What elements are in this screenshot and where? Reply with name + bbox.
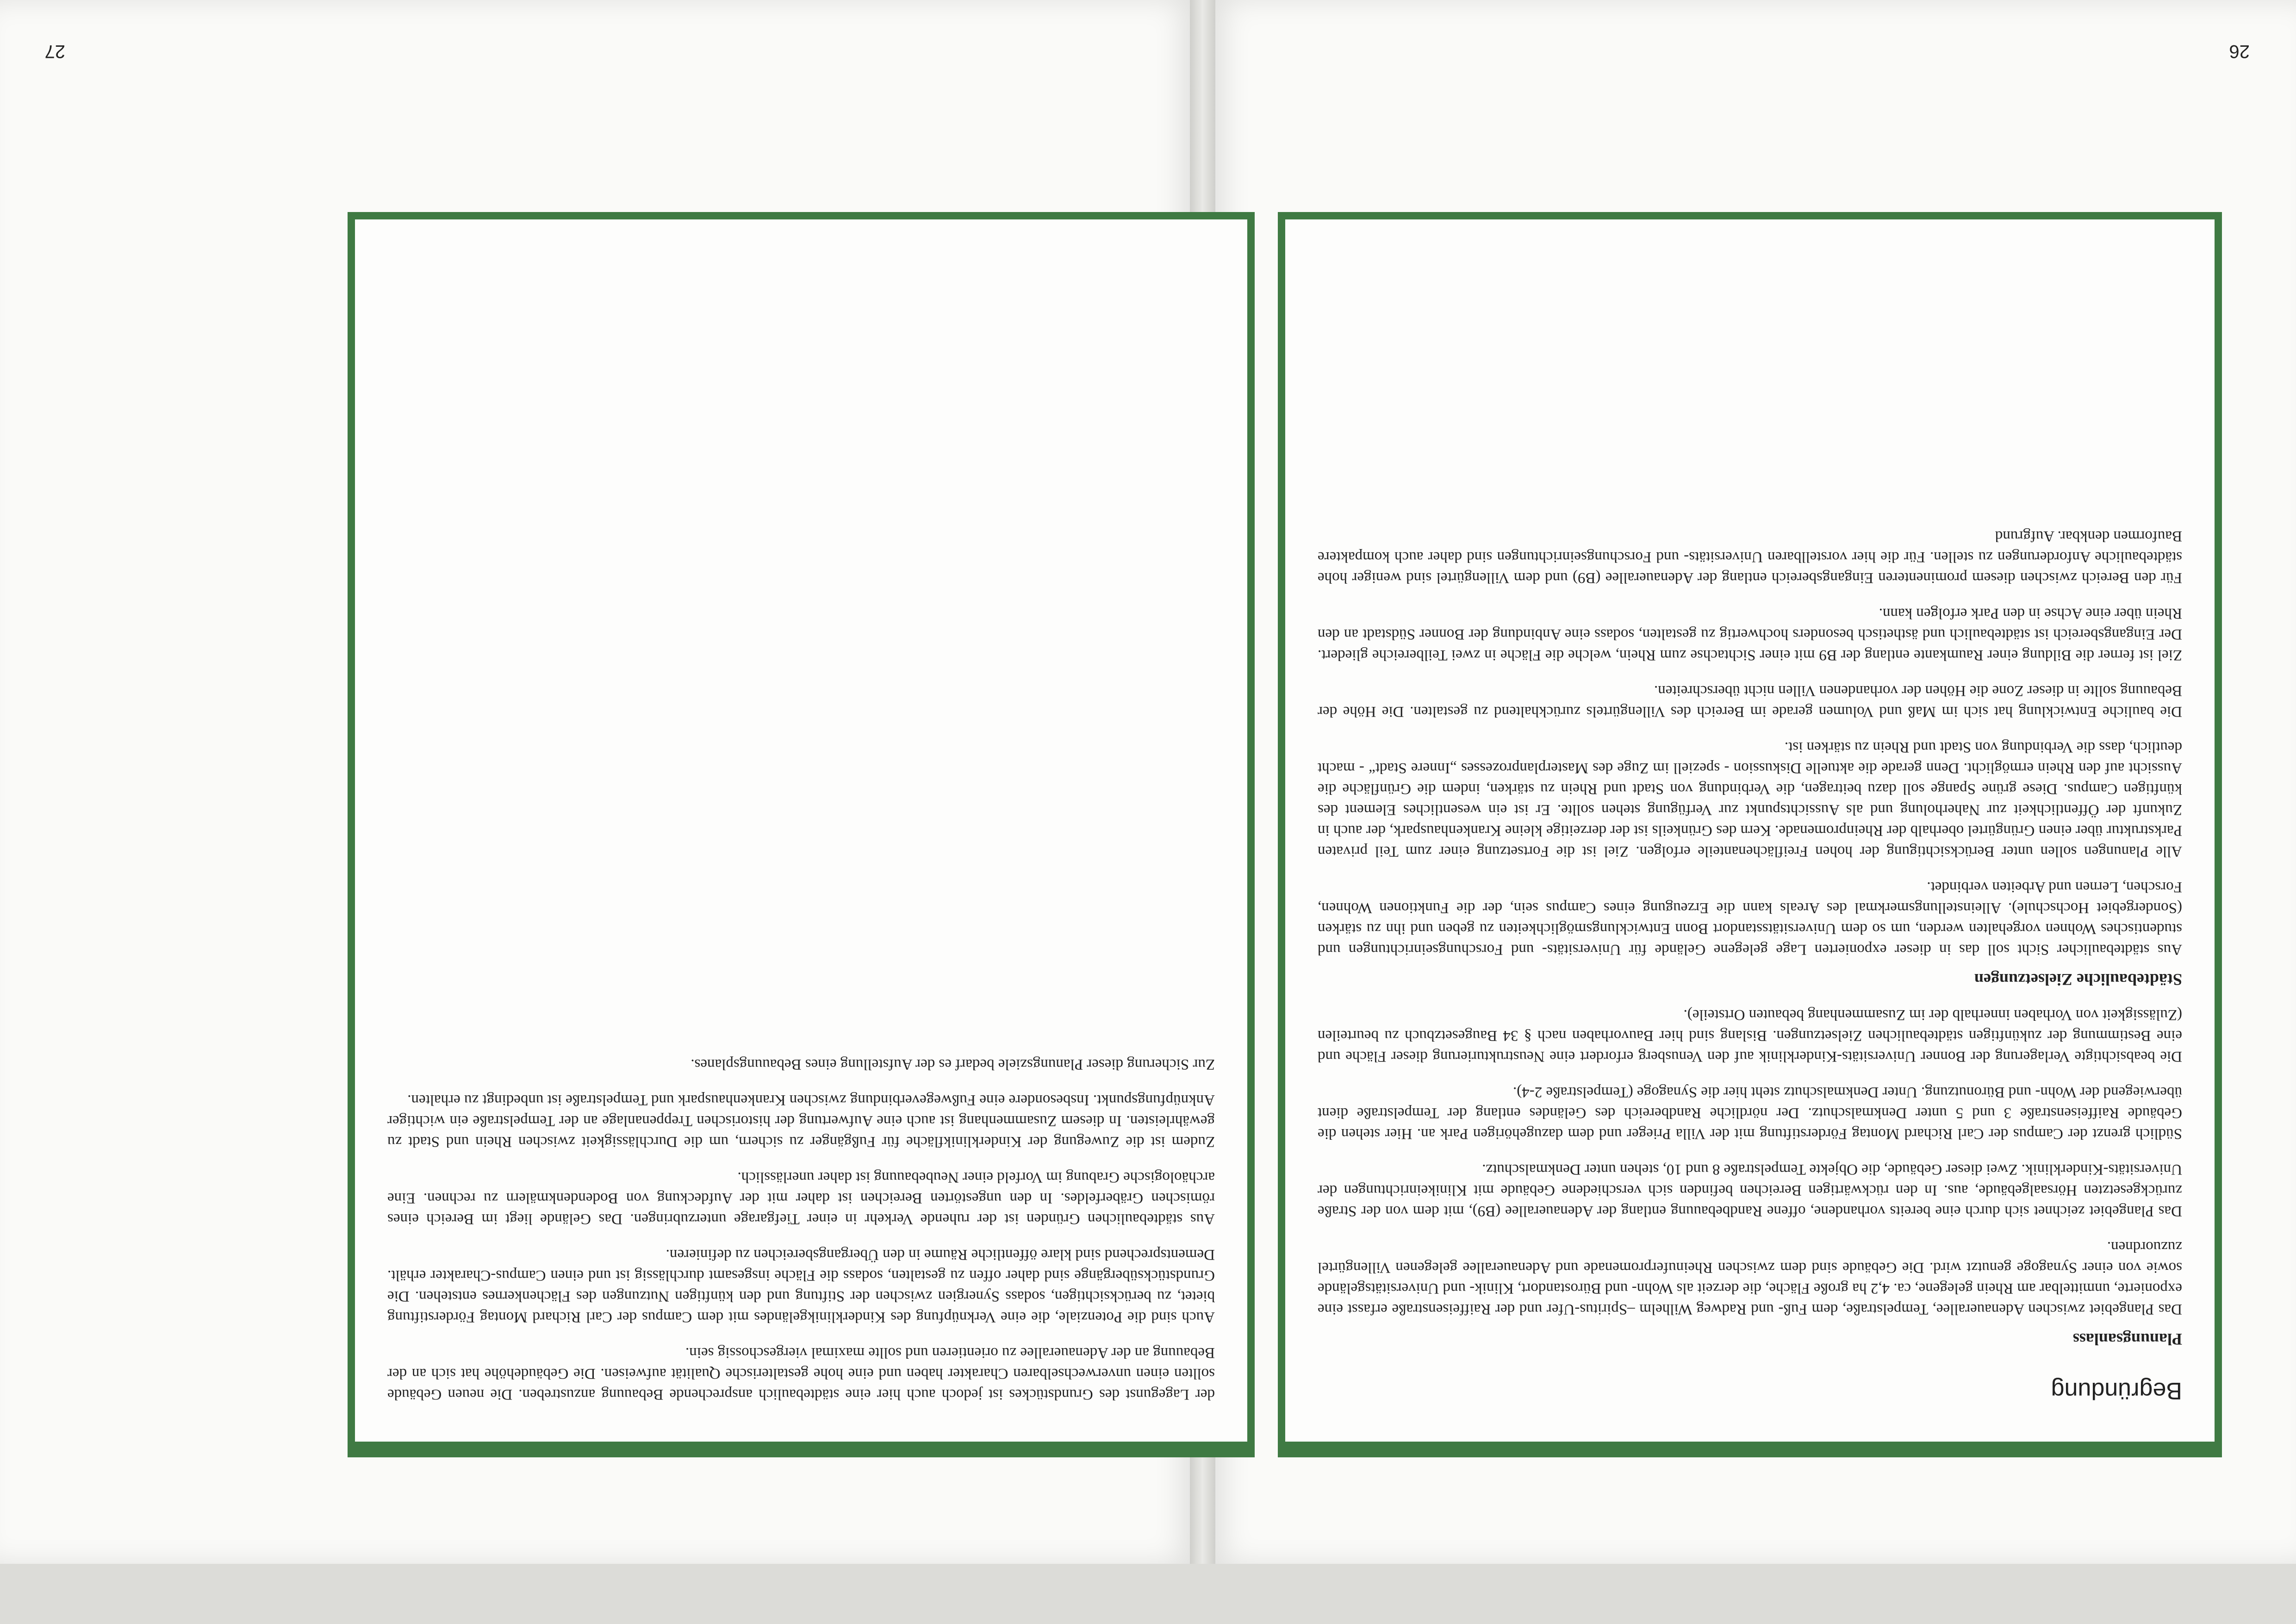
paragraph: Südlich grenzt der Campus der Carl Richard Montag Förderstiftung mit der Villa Prieger und dem dazugehörigen Park an. Hier stehen die Gebäude Raiffeisenstraße 3 und 5 unter Denkmalschutz. Der nördliche Randbereich des Geländes entlang der Tempelstraße dient überwiegend der Wohn- und Büronutzung. Unter Denkmalschutz steht hier die Synagoge (Tempelstraße 2-4). bbox=[1318, 1084, 2182, 1142]
paragraph: Zur Sicherung dieser Planungsziele bedarf es der Aufstellung eines Bebauungsplanes. bbox=[691, 1056, 1215, 1073]
page-26-content bbox=[1318, 511, 2182, 1414]
paragraph: Die bauliche Entwicklung hat sich im Maß und Volumen gerade im Bereich des Villengürtels zurückhaltend zu gestalten. Die Höhe der Bebauung sollte in dieser Zone die Höhen der vorhandenen Villen nicht überschreiten. bbox=[1318, 682, 2182, 720]
paragraph: Das Plangebiet zeichnet sich durch eine bereits vorhandene, offene Randbebauung entlang der Adenauerallee (B9), mit dem von der Straße zurückgesetzten Hörsaalgebäude, aus. In den rückwärtigen Bereichen befinden sich verschiedene Gebäude mit Klinikeinrichtungen der Universitäts-Kinderklinik. Zwei dieser Gebäude, die Objekte Tempelstraße 8 und 10, stehen unter Denkmalschutz. bbox=[1318, 1161, 2182, 1219]
subheading-zielsetzungen: Städtebauliche Zielsetzungen bbox=[1974, 970, 2182, 989]
subheading-planungsanlass: Planungsanlass bbox=[2072, 1330, 2182, 1349]
paragraph: der Lagegunst des Grundstückes ist jedoch auch hier eine städtebaulich ansprechende Bebauung anzustreben. Die neuen Gebäude sollten einen unverwechselbaren Charakter haben und eine hohe gestalterische Qualität aufweisen. Die Gebäudehöhe hat sich an der Bebauung an der Adenauerallee zu orientieren und sollte maximal viergeschossig sein. bbox=[387, 1344, 1215, 1403]
page-number-26: 26 bbox=[2229, 41, 2250, 62]
paragraph: Aus städtebaulichen Gründen ist der ruhende Verkehr in einer Tiefgarage unterzubringen. Das Gelände liegt im Bereich eines römischen Gräberfeldes. In den ungestörten Bereichen ist daher mit der Aufdeckung von Bodendenkmälern zu rechnen. Eine archäologische Grabung im Vorfeld einer Neubebauung ist daher unerlässlich. bbox=[387, 1169, 1215, 1227]
page-number-27: 27 bbox=[44, 41, 65, 62]
green-frame-page-26 bbox=[1278, 212, 2222, 1457]
section-heading: Begründung bbox=[2051, 1377, 2182, 1404]
page-27-content bbox=[387, 1039, 1215, 1405]
paragraph: Ziel ist ferner die Bildung einer Raumkante entlang der B9 mit einer Sichtachse zum Rhein, welche die Fläche in zwei Teilbereiche gliedert. Der Eingangsbereich ist städtebaulich und ästhetisch besonders hochwertig zu gestalten, sodass eine Anbindung der Bonner Südstadt an den Rhein über eine Achse in den Park erfolgen kann. bbox=[1318, 605, 2182, 663]
green-frame-page-27 bbox=[348, 212, 1255, 1457]
paragraph: Auch sind die Potenziale, die eine Verknüpfung des Kinderklinikgeländes mit dem Campus der Carl Richard Montag Förderstiftung bietet, zu berücksichtigen, sodass Synergien zwischen der Stiftung und den künftigen Nutzungen des Flächenkernes entstehen. Die Grundstücksübergänge sind daher offen zu gestalten, sodass die Fläche insgesamt durchlässig ist und einen Campus-Charakter erhält. Dementsprechend sind klare öffentliche Räume in den Übergangsbereichen zu definieren. bbox=[387, 1246, 1215, 1325]
paragraph: Aus städtebaulicher Sicht soll das in dieser exponierten Lage gelegene Gelände für Universitäts- und Forschungseinrichtungen und studentisches Wohnen vorgehalten werden, um so dem Universitätsstandort Bonn Entwicklungsmöglichkeiten zu geben und ihn zu stärken (Sondergebiet Hochschule). Alleinstellungsmerkmal des Areals kann die Erzeugung eines Campus sein, der die Funktionen Wohnen, Forschen, Lernen und Arbeiten verbindet. bbox=[1318, 879, 2182, 958]
paragraph: Für den Bereich zwischen diesem prominenteren Eingangsbereich entlang der Adenauerallee (B9) und dem Villengürtel sind weniger hohe städtebauliche Anforderungen zu stellen. Für die hier vorstellbaren Universitäts- und Forschungseinrichtungen sind daher auch kompaktere Bauformen denkbar. Aufgrund bbox=[1318, 528, 2182, 586]
paragraph: Alle Planungen sollen unter Berücksichtigung der hohen Freiflächenanteile erfolgen. Ziel ist die Fortsetzung einer zum Teil privaten Parkstruktur über einen Grüngürtel oberhalb der Rheinpromenade. Kern des Grünkeils ist der derzeitige kleine Krankenhauspark, der auch in Zukunft der Öffentlichkeit zur Naherholung und als Aussichtspunkt zur Verfügung stehen sollte. Er ist ein wesentliches Element des künftigen Campus. Diese grüne Spange soll dazu beitragen, die Verbindung von Stadt und Rhein zu stärken, indem die Grünfläche die Aussicht auf den Rhein ermöglicht. Denn gerade die aktuelle Diskussion - speziell im Zuge des Masterplanprozesses „Innere Stadt“ - macht deutlich, dass die Verbindung von Stadt und Rhein zu stärken ist. bbox=[1318, 739, 2182, 860]
paragraph: Die beabsichtigte Verlagerung der Bonner Universitäts-Kinderklinik auf den Venusberg erfordert eine Neustrukturierung dieser Fläche und eine Bestimmung der zukünftigen städtebaulichen Zielsetzungen. Bislang sind hier Bauvorhaben nach § 34 Baugesetzbuch zu beurteilen (Zulässigkeit von Vorhaben innerhalb der im Zusammenhang bebauten Ortsteile). bbox=[1318, 1006, 2182, 1065]
paragraph: Zudem ist die Zuwegung der Kinderklinikfläche für Fußgänger zu sichern, um die Durchlässigkeit zwischen Rhein und Stadt zu gewährleisten. In diesem Zusammenhang ist auch eine Aufwertung der historischen Treppenanlage an der Tempelstraße ein wichtiger Anknüpfungspunkt. Insbesondere eine Fußwegeverbindung zwischen Krankenhauspark und Tempelstraße ist unbedingt zu erhalten. bbox=[387, 1092, 1215, 1150]
paragraph: Das Plangebiet zwischen Adenauerallee, Tempelstraße, dem Fuß- und Radweg Wilhelm –Spiritus-Ufer und der Raiffeisenstraße erfasst eine exponierte, unmittelbar am Rhein gelegene, ca. 4,2 ha große Fläche, die derzeit als Wohn- und Bürostandort, Klinik- und Universitätsgelände sowie von einer Synagoge genutzt wird. Die Gebäude sind dem zwischen Rheinuferpromenade und Adenauerallee gelegenen Villengürtel zuzuordnen. bbox=[1318, 1238, 2182, 1318]
